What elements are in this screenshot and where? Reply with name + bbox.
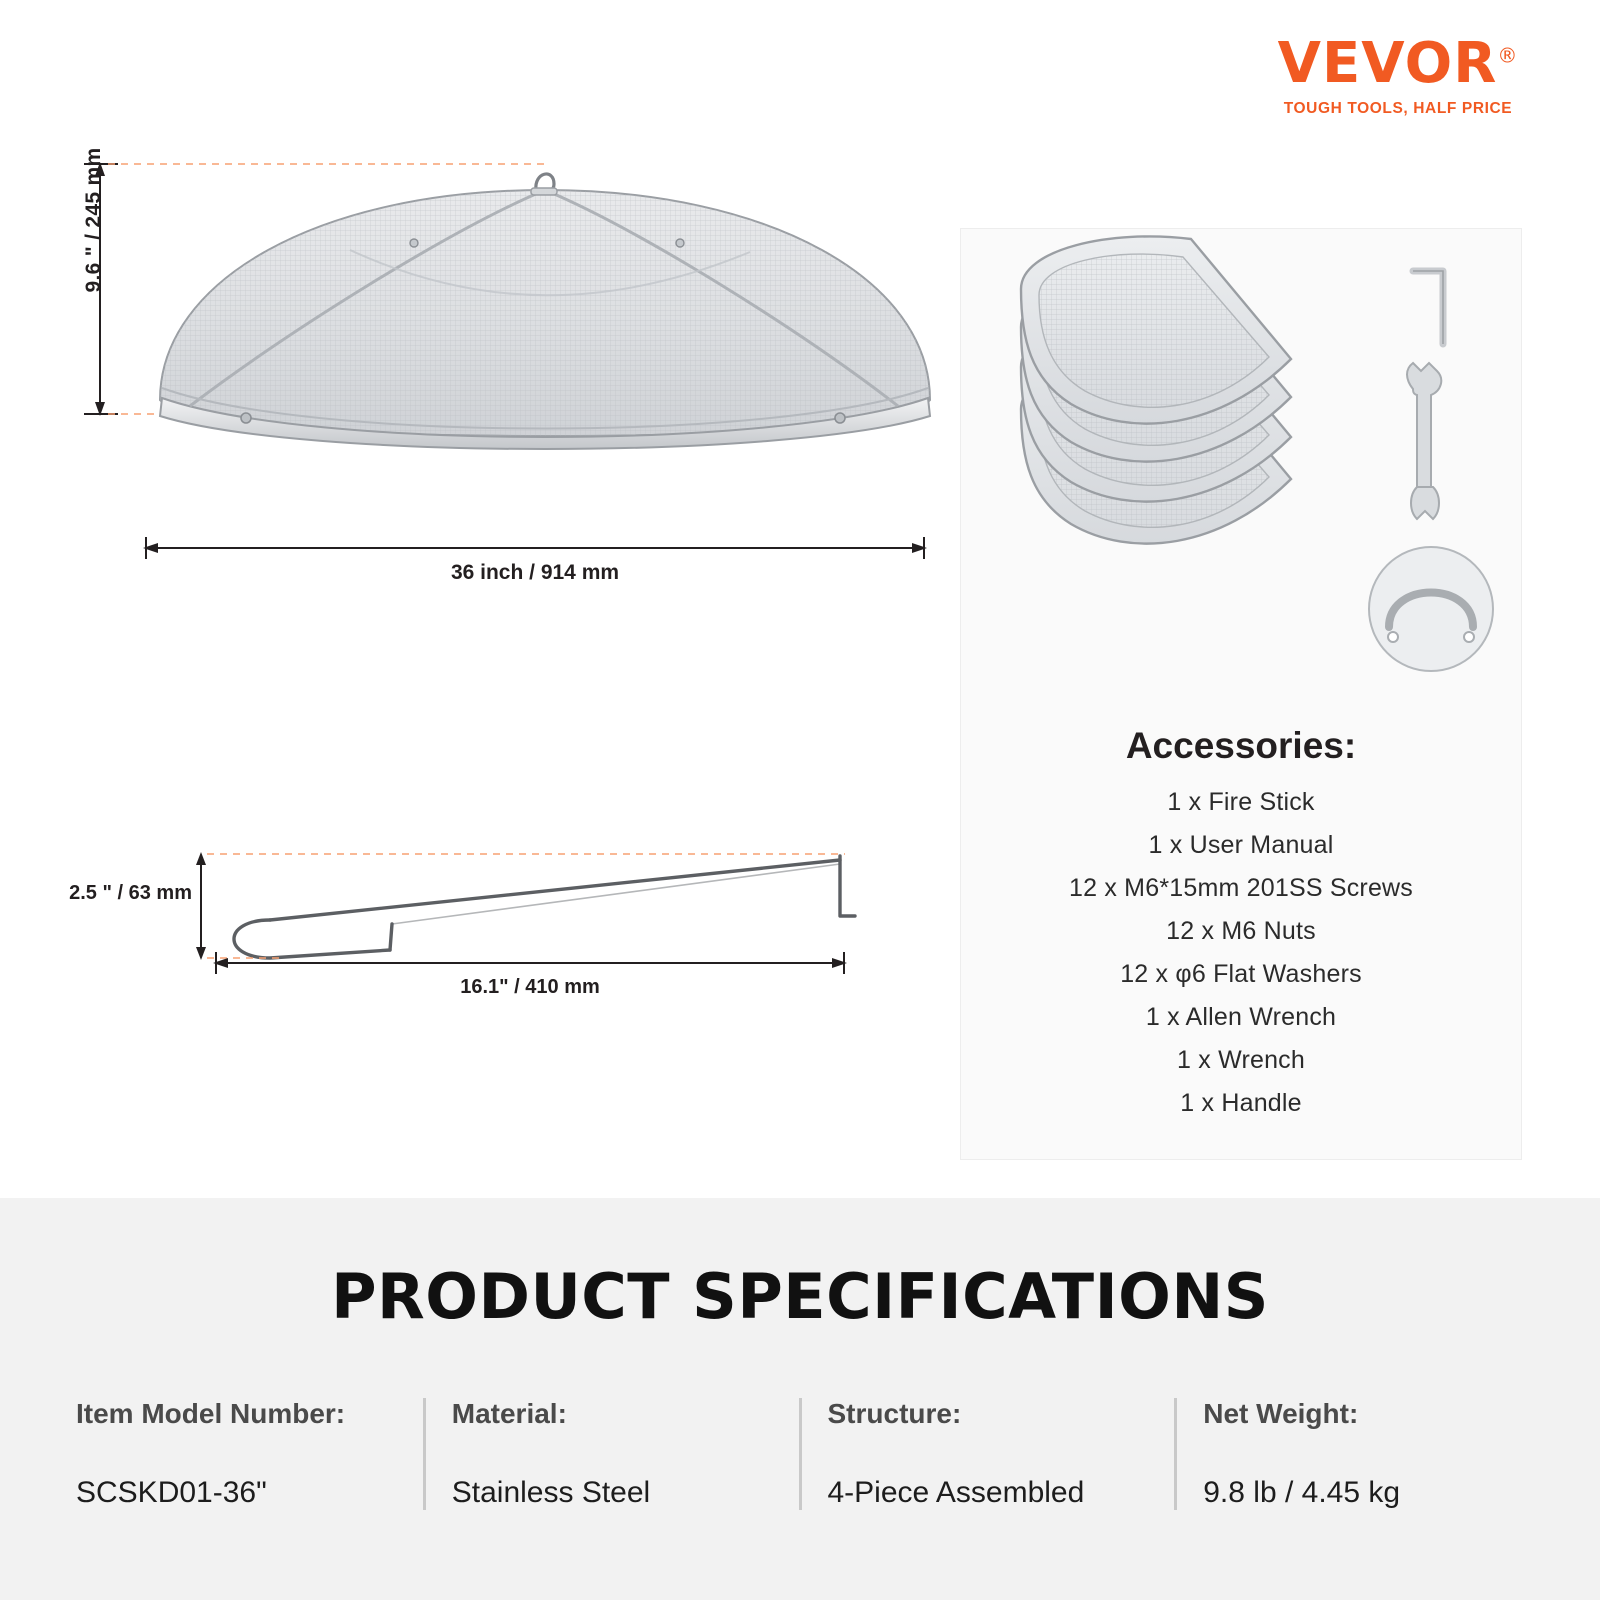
- spec-value: 4-Piece Assembled: [827, 1476, 1085, 1509]
- registered-mark-icon: ®: [1497, 43, 1519, 68]
- list-item: 12 x M6*15mm 201SS Screws: [1068, 874, 1414, 902]
- list-item: 1 x Allen Wrench: [1145, 1003, 1337, 1031]
- fire-stick-length-label: 16.1" / 410 mm: [460, 976, 600, 998]
- list-item: 1 x Fire Stick: [1167, 788, 1315, 816]
- list-item: 12 x φ6 Flat Washers: [1120, 960, 1362, 988]
- spec-key: Structure:: [827, 1398, 962, 1429]
- spec-value: 9.8 lb / 4.45 kg: [1203, 1476, 1401, 1509]
- spec-structure: [799, 1398, 1175, 1510]
- fire-stick-extension-lines: [205, 848, 855, 966]
- accessories-illustration: [961, 229, 1521, 719]
- screen-panels-stack: [1021, 236, 1291, 543]
- spec-key: Material:: [451, 1398, 567, 1429]
- accessories-drawing: [961, 229, 1521, 719]
- wrench-icon: [1407, 363, 1441, 519]
- fire-stick-height-label: 2.5 " / 63 mm: [69, 882, 192, 904]
- fire-stick-height-dimension: [42, 850, 207, 960]
- spec-net-weight: [1174, 1398, 1550, 1510]
- accessories-title: Accessories:: [1125, 725, 1357, 766]
- spec-value: Stainless Steel: [451, 1476, 651, 1509]
- list-item: 1 x Handle: [1180, 1089, 1302, 1117]
- list-item: 1 x User Manual: [1148, 831, 1334, 859]
- dome-drawing: [150, 160, 940, 460]
- list-item: 1 x Wrench: [1177, 1046, 1305, 1074]
- handle-icon: [1369, 547, 1493, 671]
- spec-key: Net Weight:: [1203, 1398, 1359, 1429]
- brand-name-text: VEVOR: [1277, 31, 1498, 96]
- accessories-panel: [960, 228, 1522, 1160]
- allen-wrench-icon: [1413, 271, 1443, 344]
- brand-tagline: TOUGH TOOLS, HALF PRICE: [1283, 100, 1513, 117]
- specifications-heading: PRODUCT SPECIFICATIONS: [331, 1260, 1269, 1333]
- dome-diameter-dimension: [140, 535, 930, 605]
- fire-stick-height-arrow: [194, 850, 208, 962]
- dome-height-label: 9.6 " / 245 mm: [82, 147, 105, 293]
- fire-stick-length-dimension: [210, 950, 850, 1020]
- spec-item-model-number: [50, 1398, 423, 1510]
- specifications-band: [0, 1198, 1600, 1600]
- specifications-row: [50, 1398, 1550, 1510]
- lift-handle-icon: [531, 174, 557, 195]
- list-item: 12 x M6 Nuts: [1166, 917, 1316, 945]
- fire-stick-length-arrow: [210, 950, 850, 976]
- spec-key: Item Model Number:: [76, 1398, 346, 1429]
- accessories-list: [961, 781, 1521, 1125]
- spec-material: [423, 1398, 799, 1510]
- spec-value: SCSKD01-36": [76, 1476, 267, 1509]
- fire-pit-screen-dome-illustration: [150, 160, 940, 460]
- dome-diameter-arrow: [140, 535, 930, 561]
- dome-diameter-label: 36 inch / 914 mm: [450, 561, 620, 584]
